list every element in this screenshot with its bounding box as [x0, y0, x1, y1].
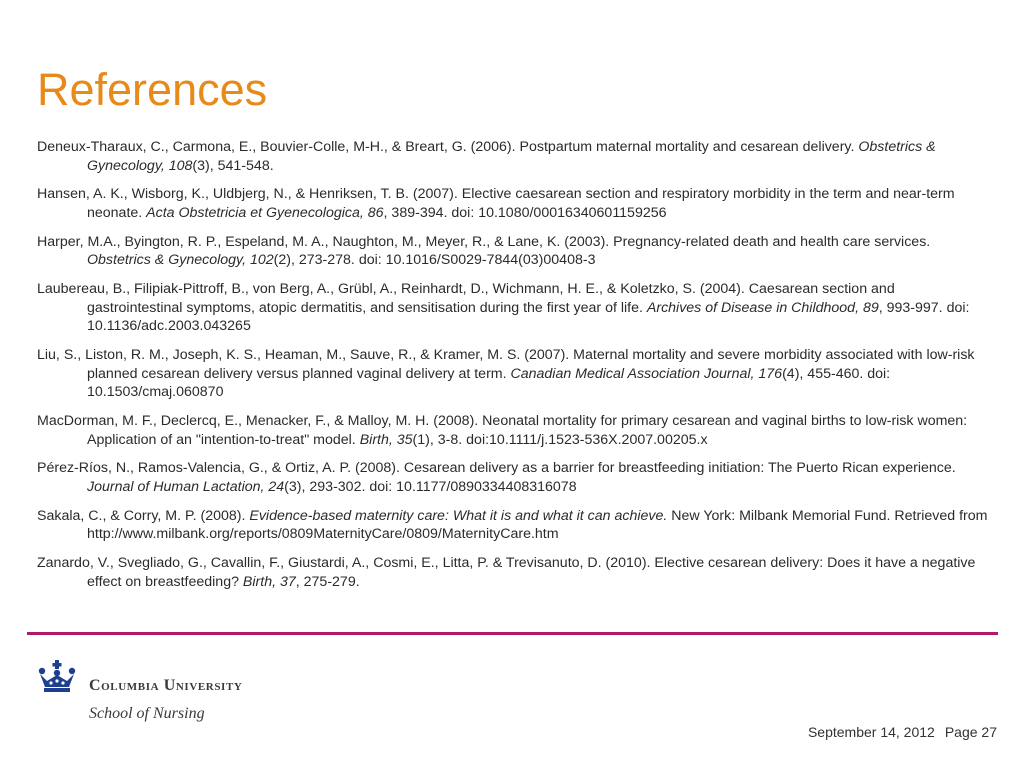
reference-item	[37, 138, 992, 175]
reference-source: Obstetrics & Gynecology, 102	[87, 252, 274, 269]
reference-details: (4), 455-460. doi: 10.1503/cmaj.060870	[87, 365, 891, 401]
reference-source: Journal of Human Lactation, 24	[87, 479, 285, 496]
reference-source: Birth, 35	[359, 431, 413, 448]
reference-text: Deneux-Tharaux, C., Carmona, E., Bouvier-Colle, M-H., & Breart, G. (2006). Postpartum maternal mortality and cesarean delivery.	[37, 139, 859, 155]
reference-source: Canadian Medical Association Journal, 176	[510, 365, 783, 382]
university-name: Columbia University	[89, 677, 243, 694]
reference-details: New York: Milbank Memorial Fund. Retrieved from http://www.milbank.org/reports/0809MaternityCare/0809/MaternityCare.htm	[87, 507, 988, 543]
reference-details: (3), 293-302. doi: 10.1177/0890334408316078	[284, 479, 577, 496]
reference-source: Archives of Disease in Childhood, 89	[646, 299, 879, 316]
reference-source: Birth, 37	[242, 573, 296, 590]
reference-text: Laubereau, B., Filipiak-Pittroff, B., von Berg, A., Grübl, A., Reinhardt, D., Wichmann, H. E., & Koletzko, S. (2004). Caesarean section and gastrointestinal symptoms, atopic dermatitis, and sensitisation during the first year of life.	[37, 281, 895, 316]
reference-text: Sakala, C., & Corry, M. P. (2008).	[37, 507, 250, 524]
reference-item	[37, 185, 992, 222]
reference-details: (1), 3-8. doi:10.1111/j.1523-536X.2007.00205.x	[412, 431, 708, 448]
reference-text: Zanardo, V., Svegliado, G., Cavallin, F., Giustardi, A., Cosmi, E., Litta, P. & Trevisanuto, D. (2010). Elective cesarean delivery: Does it have a negative effect on breastfeeding?	[37, 555, 976, 590]
slide-date: September 14, 2012	[807, 724, 935, 740]
reference-details: (2), 273-278. doi: 10.1016/S0029-7844(03)00408-3	[273, 252, 596, 269]
reference-item	[37, 554, 992, 591]
school-name: School of Nursing	[89, 705, 205, 722]
crown-icon	[37, 660, 77, 692]
reference-details: (3), 541-548.	[192, 157, 274, 174]
reference-details: , 993-997. doi: 10.1136/adc.2003.043265	[87, 299, 970, 335]
reference-text: Harper, M.A., Byington, R. P., Espeland, M. A., Naughton, M., Meyer, R., & Lane, K. (2003). Pregnancy-related death and health care services.	[37, 233, 931, 250]
reference-source: Acta Obstetricia et Gyenecologica, 86	[146, 204, 384, 221]
reference-text: Hansen, A. K., Wisborg, K., Uldbjerg, N., & Henriksen, T. B. (2007). Elective caesarean section and respiratory morbidity in the term and near-term neonate.	[37, 186, 955, 221]
reference-item	[37, 507, 992, 544]
reference-item	[37, 233, 992, 270]
reference-item	[37, 412, 992, 449]
page-number: Page 27	[944, 724, 997, 740]
reference-details: , 389-394. doi: 10.1080/00016340601159256	[383, 204, 667, 221]
reference-source: Obstetrics & Gynecology, 108	[87, 139, 936, 174]
reference-item	[37, 459, 992, 496]
reference-list	[37, 138, 992, 602]
reference-text: MacDorman, M. F., Declercq, E., Menacker, F., & Malloy, M. H. (2008). Neonatal mortality for primary cesarean and vaginal births to low-risk women: Application of an "intention-to-treat" model.	[37, 413, 968, 448]
reference-item	[37, 346, 992, 402]
reference-source: Evidence-based maternity care: What it is and what it can achieve.	[249, 507, 668, 524]
divider-rule	[27, 632, 998, 635]
reference-text: Pérez-Ríos, N., Ramos-Valencia, G., & Ortiz, A. P. (2008). Cesarean delivery as a barrier for breastfeeding initiation: The Puerto Rican experience.	[37, 460, 956, 477]
slide-footer	[798, 724, 997, 740]
reference-details: , 275-279.	[295, 573, 360, 590]
reference-item	[37, 280, 992, 336]
page-title: References	[37, 64, 268, 115]
reference-text: Liu, S., Liston, R. M., Joseph, K. S., Heaman, M., Sauve, R., & Kramer, M. S. (2007). Maternal mortality and severe morbidity associated with low-risk planned cesarean delivery versus planned vaginal delivery at term.	[37, 347, 975, 382]
